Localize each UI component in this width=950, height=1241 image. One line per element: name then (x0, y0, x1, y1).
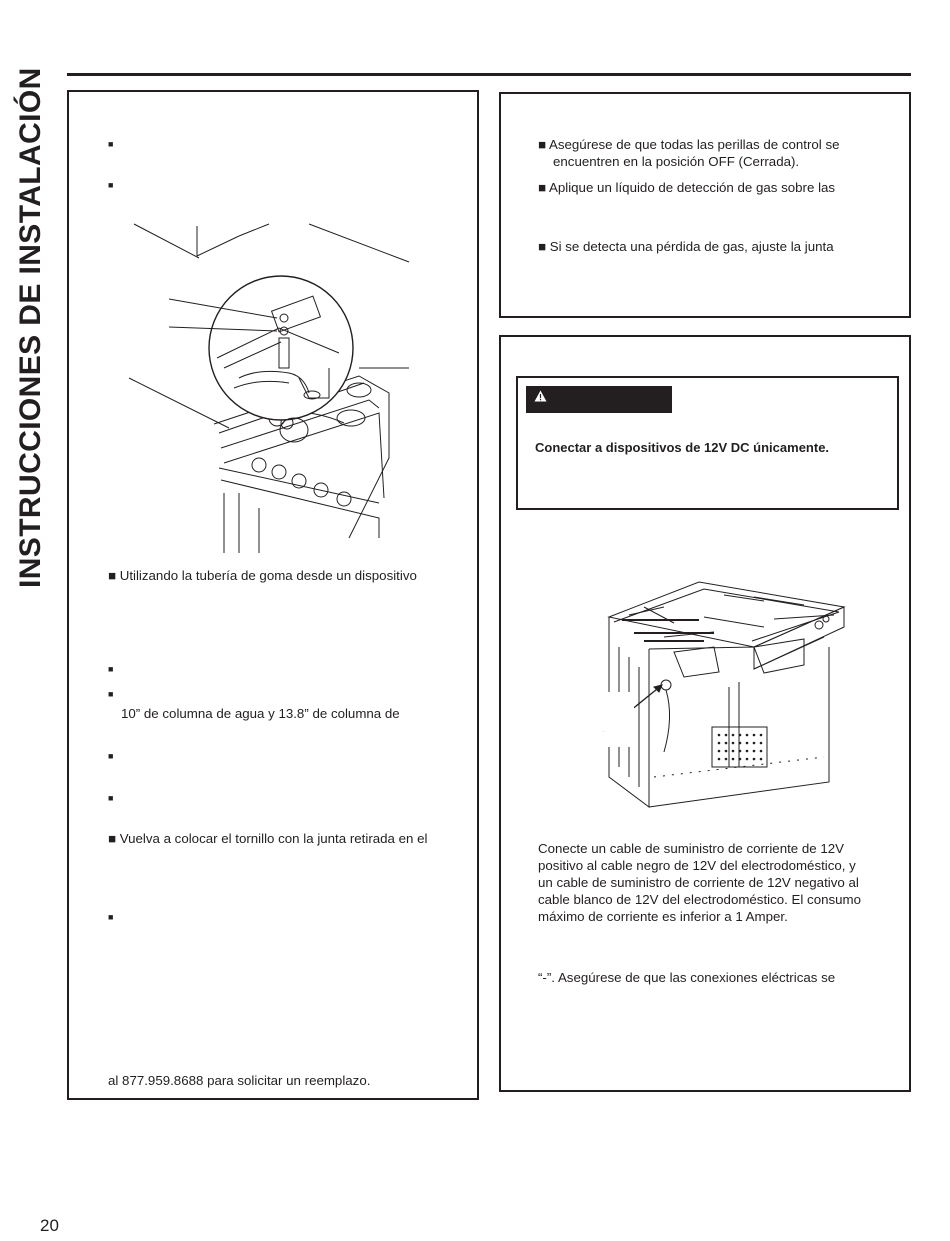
warning-box (516, 376, 899, 510)
paragraph-line: un cable de suministro de corriente de 12V negativo al (538, 875, 859, 890)
bullet: ■ (108, 793, 114, 803)
note-line: “-”. Asegúrese de que las conexiones eléctricas se (538, 970, 836, 985)
right-top-panel (499, 92, 911, 318)
checklist-item: ■ Aplique un líquido de detección de gas sobre las (538, 180, 836, 195)
side-title: INSTRUCCIONES DE INSTALACIÓN (14, 67, 47, 588)
bullet: ■ (108, 751, 114, 761)
bullet: ■ (108, 180, 114, 190)
checklist-item: ■ Si se detecta una pérdida de gas, ajuste la junta (538, 239, 834, 254)
instruction-line: ■ Utilizando la tubería de goma desde un dispositivo (108, 568, 417, 583)
warning-text: Conectar a dispositivos de 12V DC únicamente. (535, 440, 830, 455)
appliance-illustration (604, 577, 864, 817)
instruction-line: ■ Vuelva a colocar el tornillo con la junta retirada en el (108, 831, 428, 846)
instruction-line: 10” de columna de agua y 13.8” de columna de (121, 706, 400, 721)
warning-header (526, 386, 672, 413)
paragraph-line: positivo al cable negro de 12V del electrodoméstico, y (538, 858, 856, 873)
page-number: 20 (40, 1216, 59, 1235)
paragraph-line: cable blanco de 12V del electrodoméstico. El consumo (538, 892, 862, 907)
burner-illustration (129, 218, 419, 553)
top-rule (67, 73, 911, 76)
instruction-line: al 877.959.8688 para solicitar un reemplazo. (108, 1073, 371, 1088)
checklist-item: ■ Asegúrese de que todas las perillas de control se (538, 137, 840, 152)
left-panel (67, 90, 479, 1100)
right-bottom-panel (499, 335, 911, 1092)
paragraph-line: Conecte un cable de suministro de corriente de 12V (538, 841, 845, 856)
checklist-item: encuentren en la posición OFF (Cerrada). (553, 154, 800, 169)
bullet: ■ (108, 912, 114, 922)
bullet: ■ (108, 664, 114, 674)
paragraph-line: máximo de corriente es inferior a 1 Amper. (538, 909, 788, 924)
bullet: ■ (108, 139, 114, 149)
bullet: ■ (108, 689, 114, 699)
warning-triangle-icon (534, 390, 547, 402)
